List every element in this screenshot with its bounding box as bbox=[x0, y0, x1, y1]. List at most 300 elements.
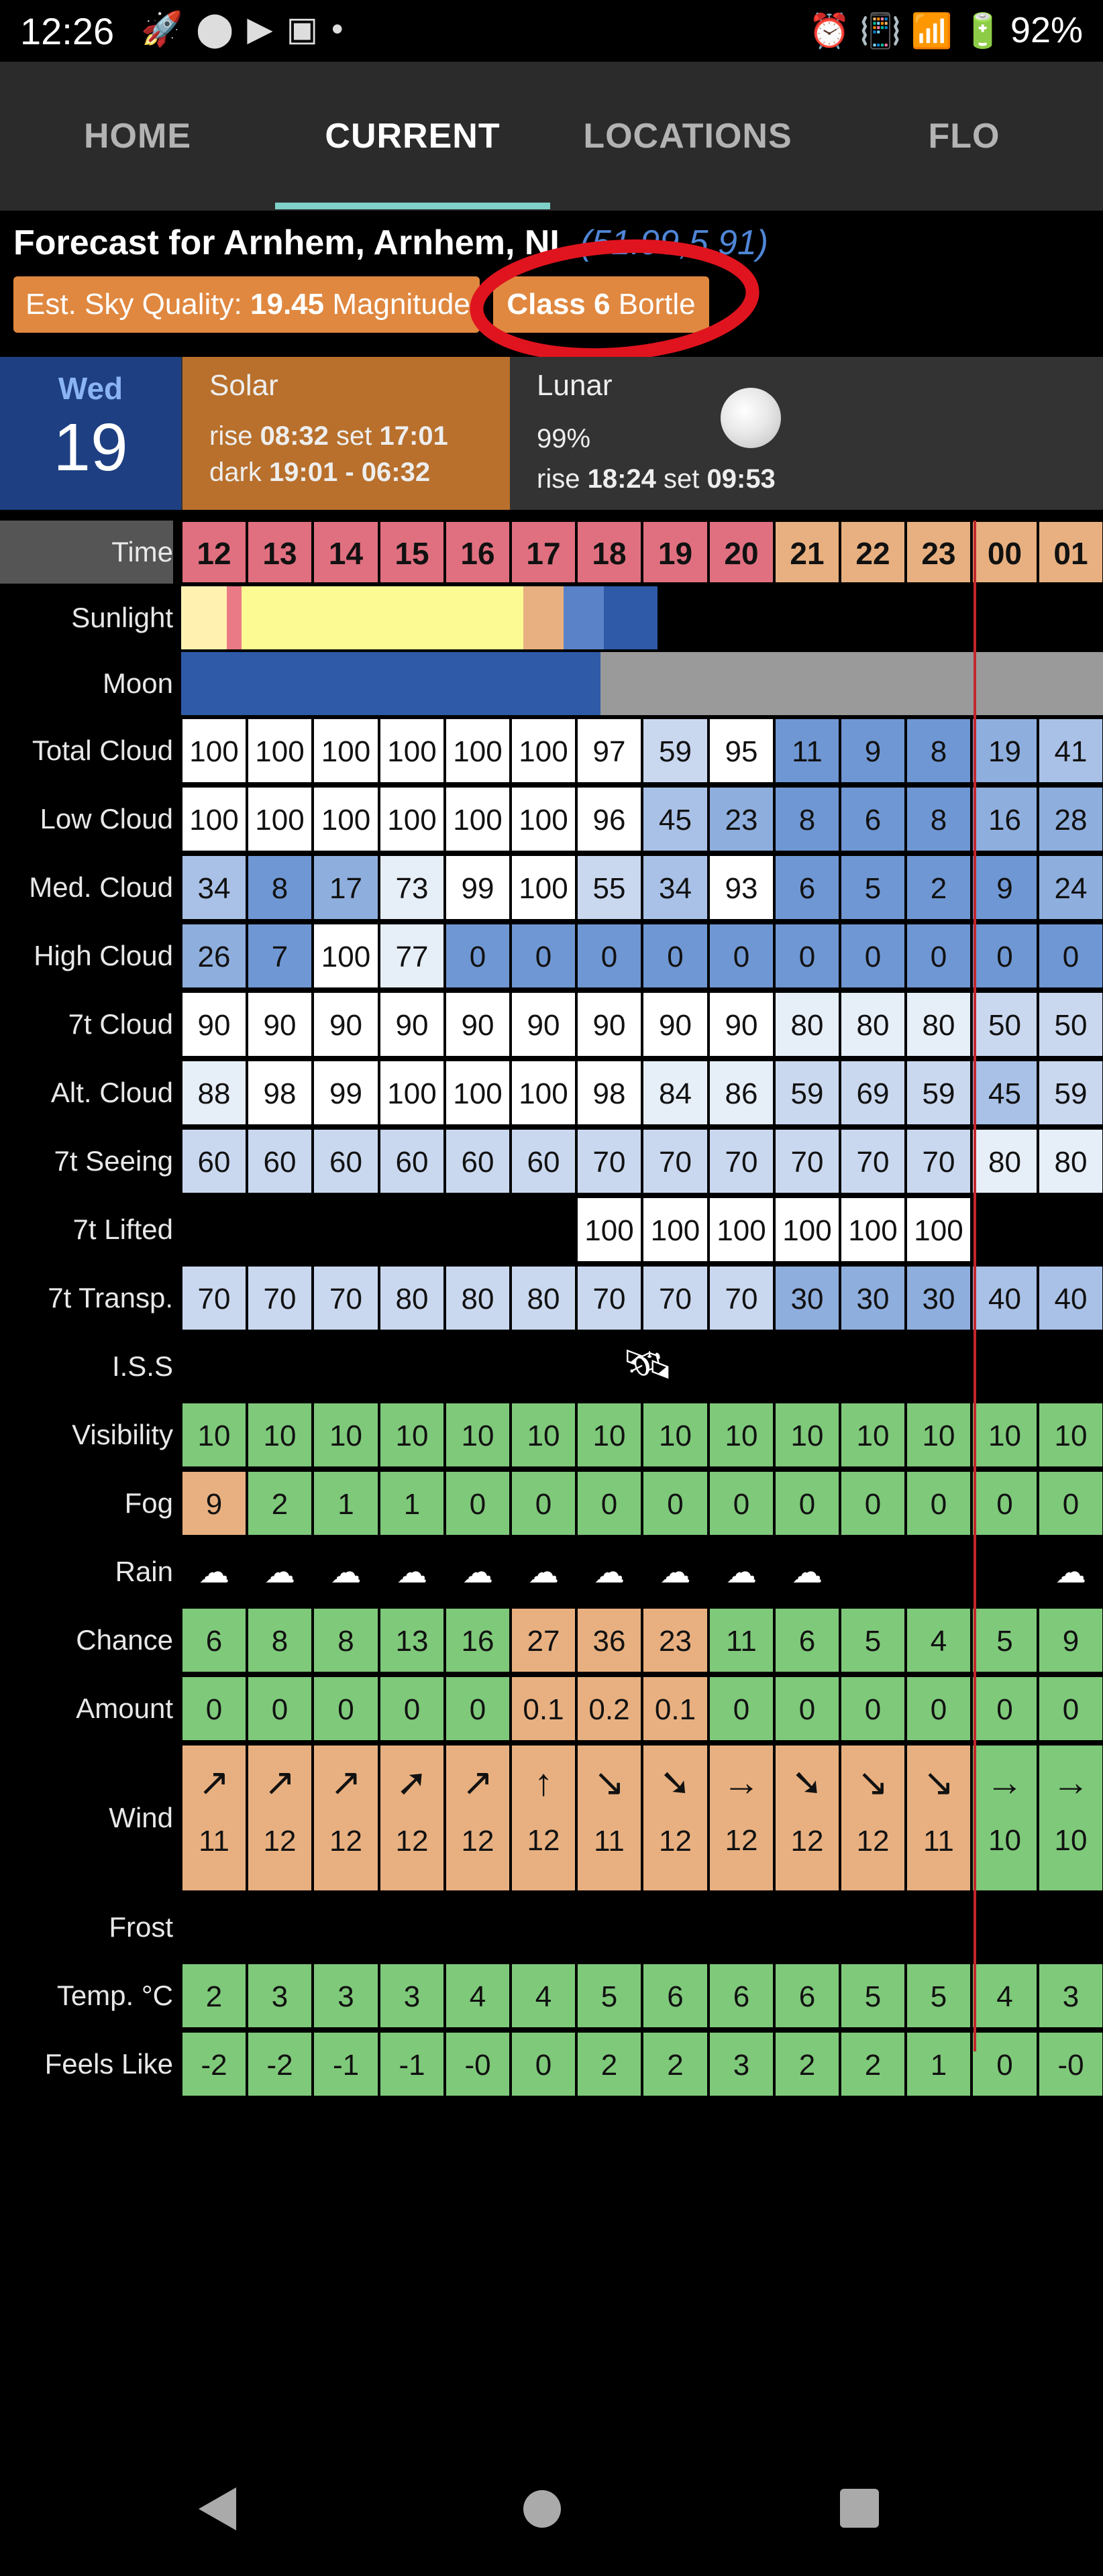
value-cell: 2 bbox=[181, 1963, 247, 2029]
wind-arrow-icon: ↘ bbox=[923, 1761, 955, 1803]
row-t7-seeing bbox=[0, 1128, 1103, 1194]
rain-cell bbox=[247, 1539, 313, 1605]
row-rain bbox=[0, 1539, 1103, 1605]
row-label: High Cloud bbox=[34, 940, 173, 971]
value-cell: 5 bbox=[840, 855, 906, 920]
value-cell: 50 bbox=[971, 991, 1038, 1057]
value-cell: 3 bbox=[247, 1963, 313, 2029]
value-cell: 2 bbox=[642, 2031, 708, 2097]
value-cell: 8 bbox=[247, 855, 313, 920]
row-label: I.S.S bbox=[111, 1350, 173, 1382]
value-cell: 84 bbox=[642, 1060, 708, 1126]
value-cell: 59 bbox=[642, 718, 708, 784]
value-cell: 86 bbox=[708, 1060, 774, 1126]
value-cell: 40 bbox=[971, 1265, 1038, 1331]
value-cell: 0 bbox=[247, 1676, 313, 1741]
day-box bbox=[0, 357, 181, 510]
row-med-cloud bbox=[0, 855, 1103, 920]
value-cell: 10 bbox=[1038, 1402, 1103, 1468]
rain-cell bbox=[642, 1539, 708, 1605]
value-cell: 0 bbox=[576, 923, 642, 989]
rain-cell bbox=[774, 1539, 840, 1605]
value-cell: 10 bbox=[971, 1402, 1038, 1468]
value-cell: 4 bbox=[906, 1607, 971, 1673]
rain-cell bbox=[840, 1539, 906, 1605]
rain-cell bbox=[708, 1539, 774, 1605]
value-cell: 69 bbox=[840, 1060, 906, 1126]
value-cell: 0 bbox=[511, 2031, 576, 2097]
value-cell: 40 bbox=[1038, 1265, 1103, 1331]
rain-cloud-icon: ☁ bbox=[660, 1554, 691, 1589]
value-cell bbox=[247, 1197, 313, 1263]
status-right bbox=[808, 9, 1083, 51]
value-cell: 0 bbox=[840, 1676, 906, 1741]
row-wind bbox=[0, 1744, 1103, 1892]
value-cell: 16 bbox=[971, 786, 1038, 852]
value-cell: 100 bbox=[576, 1197, 642, 1263]
value-cell: 0 bbox=[1038, 1676, 1103, 1741]
circle-app-icon: ⬤ bbox=[196, 10, 248, 48]
value-cell: 0.1 bbox=[511, 1676, 576, 1741]
value-cell: 5 bbox=[840, 1607, 906, 1673]
value-cell: 0 bbox=[774, 923, 840, 989]
value-cell: 34 bbox=[181, 855, 247, 920]
value-cell: 3 bbox=[379, 1963, 445, 2029]
value-cell: 93 bbox=[708, 855, 774, 920]
wind-cell bbox=[971, 1744, 1038, 1892]
value-cell: 96 bbox=[576, 786, 642, 852]
value-cell: 16 bbox=[445, 1607, 511, 1673]
rain-cell bbox=[971, 1539, 1038, 1605]
row-label: 7t Cloud bbox=[68, 1008, 173, 1040]
row-total-cloud bbox=[0, 718, 1103, 784]
value-cell: 11 bbox=[708, 1607, 774, 1673]
rain-cell bbox=[445, 1539, 511, 1605]
tab-home[interactable]: HOME bbox=[84, 117, 191, 156]
value-cell: 30 bbox=[840, 1265, 906, 1331]
value-cell: 5 bbox=[971, 1607, 1038, 1673]
value-cell: 100 bbox=[840, 1197, 906, 1263]
value-cell: 10 bbox=[313, 1402, 379, 1468]
back-icon[interactable] bbox=[199, 2487, 236, 2530]
value-cell: 59 bbox=[774, 1060, 840, 1126]
value-cell: 10 bbox=[511, 1402, 576, 1468]
bortle-badge[interactable] bbox=[493, 276, 709, 333]
wind-cell bbox=[247, 1744, 313, 1892]
value-cell: -2 bbox=[247, 2031, 313, 2097]
wind-cell bbox=[774, 1744, 840, 1892]
value-cell: 8 bbox=[906, 718, 971, 784]
row-label: Moon bbox=[102, 667, 173, 699]
wind-cell bbox=[379, 1744, 445, 1892]
wind-speed: 12 bbox=[659, 1825, 692, 1858]
rain-cloud-icon: ☁ bbox=[199, 1554, 229, 1589]
value-cell bbox=[971, 1197, 1038, 1263]
value-cell: 90 bbox=[642, 991, 708, 1057]
solar-title: Solar bbox=[209, 369, 278, 402]
row-label: Alt. Cloud bbox=[50, 1077, 173, 1108]
sunlight-segment bbox=[181, 586, 227, 649]
value-cell: 100 bbox=[511, 718, 576, 784]
tab-flo[interactable]: FLO bbox=[928, 117, 1000, 156]
value-cell: 27 bbox=[511, 1607, 576, 1673]
wind-speed: 10 bbox=[1054, 1824, 1088, 1857]
value-cell: 30 bbox=[906, 1265, 971, 1331]
tab-current[interactable]: CURRENT bbox=[325, 117, 501, 156]
value-cell: 90 bbox=[445, 991, 511, 1057]
value-cell: 70 bbox=[313, 1265, 379, 1331]
status-bar bbox=[0, 0, 1103, 62]
value-cell: 28 bbox=[1038, 786, 1103, 852]
day-number: 19 bbox=[53, 410, 128, 485]
value-cell: 100 bbox=[774, 1197, 840, 1263]
value-cell: 0 bbox=[774, 1676, 840, 1741]
value-cell: 0 bbox=[576, 1470, 642, 1536]
value-cell: 55 bbox=[576, 855, 642, 920]
value-cell: 0 bbox=[708, 923, 774, 989]
value-cell: 70 bbox=[708, 1128, 774, 1194]
value-cell: 70 bbox=[840, 1128, 906, 1194]
value-cell: 100 bbox=[379, 718, 445, 784]
wind-speed: 11 bbox=[199, 1825, 229, 1858]
hour-cell: 18 bbox=[576, 521, 642, 584]
value-cell: 6 bbox=[840, 786, 906, 852]
row-label: Temp. °C bbox=[56, 1980, 173, 2011]
row-label: Chance bbox=[76, 1624, 173, 1656]
hour-cell: 16 bbox=[445, 521, 511, 584]
value-cell: 6 bbox=[181, 1607, 247, 1673]
value-cell: 19 bbox=[971, 718, 1038, 784]
value-cell: 6 bbox=[774, 1963, 840, 2029]
info-strip bbox=[0, 357, 1103, 510]
rain-cloud-icon: ☁ bbox=[726, 1554, 757, 1589]
row-visibility bbox=[0, 1402, 1103, 1468]
value-cell: 95 bbox=[708, 718, 774, 784]
value-cell: 60 bbox=[247, 1128, 313, 1194]
value-cell: 10 bbox=[379, 1402, 445, 1468]
value-cell: 10 bbox=[642, 1402, 708, 1468]
wind-cell bbox=[511, 1744, 576, 1892]
sunlight-segment bbox=[658, 586, 1103, 649]
value-cell: 0 bbox=[642, 923, 708, 989]
wind-arrow-icon: ➘ bbox=[791, 1761, 823, 1803]
value-cell bbox=[181, 1197, 247, 1263]
wind-speed: 10 bbox=[988, 1824, 1021, 1857]
value-cell: 80 bbox=[379, 1265, 445, 1331]
value-cell: 70 bbox=[774, 1128, 840, 1194]
value-cell: 8 bbox=[774, 786, 840, 852]
row-label: Med. Cloud bbox=[29, 871, 173, 903]
value-cell: 100 bbox=[511, 786, 576, 852]
row-label: 7t Lifted bbox=[72, 1214, 173, 1245]
value-cell: 60 bbox=[511, 1128, 576, 1194]
value-cell: 0 bbox=[445, 923, 511, 989]
rain-cloud-icon: ☁ bbox=[397, 1554, 427, 1589]
value-cell: 0 bbox=[971, 2031, 1038, 2097]
value-cell: 0 bbox=[642, 1470, 708, 1536]
value-cell: 10 bbox=[774, 1402, 840, 1468]
value-cell: 70 bbox=[181, 1265, 247, 1331]
value-cell: 80 bbox=[906, 991, 971, 1057]
value-cell: 6 bbox=[642, 1963, 708, 2029]
wind-arrow-icon: → bbox=[723, 1761, 760, 1803]
rain-cloud-icon: ☁ bbox=[264, 1554, 295, 1589]
value-cell: 0 bbox=[708, 1470, 774, 1536]
value-cell: 80 bbox=[445, 1265, 511, 1331]
value-cell: 0 bbox=[445, 1676, 511, 1741]
wind-cell bbox=[642, 1744, 708, 1892]
value-cell: 70 bbox=[708, 1265, 774, 1331]
value-cell: 6 bbox=[774, 1607, 840, 1673]
value-cell: 80 bbox=[774, 991, 840, 1057]
value-cell: 90 bbox=[247, 991, 313, 1057]
value-cell: 0 bbox=[379, 1676, 445, 1741]
value-cell: 11 bbox=[774, 718, 840, 784]
value-cell: 0 bbox=[774, 1470, 840, 1536]
value-cell: 100 bbox=[181, 718, 247, 784]
value-cell: 80 bbox=[971, 1128, 1038, 1194]
value-cell: 100 bbox=[247, 786, 313, 852]
value-cell: -0 bbox=[1038, 2031, 1103, 2097]
forecast-title bbox=[13, 223, 768, 263]
value-cell: 10 bbox=[906, 1402, 971, 1468]
row-moon bbox=[0, 652, 1103, 715]
forecast-location: Forecast for Arnhem, Arnhem, NL bbox=[13, 223, 571, 262]
value-cell: 0 bbox=[971, 923, 1038, 989]
value-cell: 5 bbox=[906, 1963, 971, 2029]
row-t7-transp bbox=[0, 1265, 1103, 1331]
wind-cell bbox=[576, 1744, 642, 1892]
value-cell: 90 bbox=[313, 991, 379, 1057]
value-cell: 8 bbox=[313, 1607, 379, 1673]
value-cell: 90 bbox=[379, 991, 445, 1057]
sky-quality-label: Est. Sky Quality: bbox=[25, 288, 242, 321]
tab-locations[interactable]: LOCATIONS bbox=[583, 117, 792, 156]
wind-cell bbox=[1038, 1744, 1103, 1892]
value-cell: 1 bbox=[313, 1470, 379, 1536]
home-icon[interactable] bbox=[523, 2490, 561, 2528]
wind-arrow-icon: ↘ bbox=[593, 1761, 625, 1803]
value-cell: 99 bbox=[313, 1060, 379, 1126]
sunlight-segment bbox=[604, 586, 658, 649]
value-cell: 0 bbox=[971, 1676, 1038, 1741]
rain-cell bbox=[1038, 1539, 1103, 1605]
rain-cell bbox=[511, 1539, 576, 1605]
row-time bbox=[0, 521, 1103, 584]
wind-speed: 11 bbox=[923, 1825, 954, 1858]
value-cell: 98 bbox=[576, 1060, 642, 1126]
value-cell: 10 bbox=[708, 1402, 774, 1468]
row-label: Total Cloud bbox=[32, 735, 173, 766]
value-cell bbox=[379, 1197, 445, 1263]
rain-cell bbox=[906, 1539, 971, 1605]
battery-percent: 92% bbox=[1010, 10, 1083, 50]
wind-arrow-icon: ↗ bbox=[462, 1761, 494, 1803]
moon-segment bbox=[181, 652, 600, 715]
wifi-icon: 📶 bbox=[910, 12, 953, 50]
value-cell: 100 bbox=[445, 1060, 511, 1126]
value-cell: 60 bbox=[181, 1128, 247, 1194]
hour-cell: 19 bbox=[642, 521, 708, 584]
forecast-header bbox=[0, 211, 1103, 357]
value-cell: 60 bbox=[379, 1128, 445, 1194]
sunlight-segment bbox=[523, 586, 564, 649]
rain-cloud-icon: ☁ bbox=[594, 1554, 625, 1589]
value-cell: 0 bbox=[840, 923, 906, 989]
rain-cloud-icon: ☁ bbox=[792, 1554, 823, 1589]
value-cell: 8 bbox=[247, 1607, 313, 1673]
wind-arrow-icon: ↗ bbox=[264, 1761, 296, 1803]
value-cell: 0 bbox=[906, 1676, 971, 1741]
wind-arrow-icon: → bbox=[986, 1761, 1024, 1803]
hour-cell: 13 bbox=[247, 521, 313, 584]
value-cell: 0.1 bbox=[642, 1676, 708, 1741]
value-cell: 100 bbox=[511, 1060, 576, 1126]
value-cell: 0 bbox=[511, 923, 576, 989]
hour-cell: 22 bbox=[840, 521, 906, 584]
iss-satellite-icon: 🛰 bbox=[622, 1342, 674, 1387]
value-cell: -2 bbox=[181, 2031, 247, 2097]
row-label: Wind bbox=[109, 1802, 173, 1833]
hour-cell: 01 bbox=[1038, 521, 1103, 584]
value-cell: 70 bbox=[576, 1265, 642, 1331]
lunar-title: Lunar bbox=[537, 369, 613, 402]
wind-speed: 12 bbox=[263, 1825, 297, 1858]
value-cell: 9 bbox=[1038, 1607, 1103, 1673]
rain-cell bbox=[576, 1539, 642, 1605]
value-cell: 100 bbox=[642, 1197, 708, 1263]
value-cell bbox=[511, 1197, 576, 1263]
value-cell: 0 bbox=[511, 1470, 576, 1536]
value-cell: 10 bbox=[576, 1402, 642, 1468]
rain-cell bbox=[181, 1539, 247, 1605]
row-label: Rain bbox=[115, 1556, 173, 1587]
value-cell: 2 bbox=[774, 2031, 840, 2097]
wind-arrow-icon: → bbox=[1052, 1761, 1090, 1803]
value-cell: 0 bbox=[313, 1676, 379, 1741]
value-cell: 45 bbox=[971, 1060, 1038, 1126]
rain-cloud-icon: ☁ bbox=[330, 1554, 362, 1589]
row-chance bbox=[0, 1607, 1103, 1673]
row-label: Visibility bbox=[72, 1419, 173, 1450]
rain-cell bbox=[313, 1539, 379, 1605]
hour-cell: 15 bbox=[379, 521, 445, 584]
alarm-icon: ⏰ bbox=[808, 12, 851, 50]
value-cell: 36 bbox=[576, 1607, 642, 1673]
value-cell: 2 bbox=[576, 2031, 642, 2097]
solar-dark: dark 19:01 - 06:32 bbox=[209, 458, 431, 487]
bortle-word: Bortle bbox=[618, 288, 696, 321]
value-cell: 100 bbox=[906, 1197, 971, 1263]
value-cell: 0 bbox=[1038, 923, 1103, 989]
wind-speed: 12 bbox=[461, 1825, 494, 1858]
value-cell: 10 bbox=[840, 1402, 906, 1468]
value-cell: 77 bbox=[379, 923, 445, 989]
value-cell: 80 bbox=[1038, 1128, 1103, 1194]
wind-cell bbox=[313, 1744, 379, 1892]
lunar-panel bbox=[511, 357, 1103, 510]
sky-quality-badge[interactable] bbox=[13, 276, 480, 333]
wind-cell bbox=[906, 1744, 971, 1892]
value-cell: 6 bbox=[774, 855, 840, 920]
value-cell: 100 bbox=[313, 923, 379, 989]
wind-cell bbox=[445, 1744, 511, 1892]
sunlight-segment bbox=[242, 586, 523, 649]
value-cell: 100 bbox=[708, 1197, 774, 1263]
hour-cell: 21 bbox=[774, 521, 840, 584]
row-iss bbox=[0, 1334, 1103, 1399]
value-cell: 17 bbox=[313, 855, 379, 920]
value-cell: 59 bbox=[1038, 1060, 1103, 1126]
value-cell: 9 bbox=[181, 1470, 247, 1536]
wind-speed: 12 bbox=[527, 1824, 560, 1857]
rain-cell bbox=[379, 1539, 445, 1605]
value-cell: 0 bbox=[445, 1470, 511, 1536]
row-t7-cloud bbox=[0, 991, 1103, 1057]
value-cell: 34 bbox=[642, 855, 708, 920]
value-cell: 2 bbox=[906, 855, 971, 920]
rain-cloud-icon: ☁ bbox=[528, 1554, 559, 1589]
hour-cell: 20 bbox=[708, 521, 774, 584]
value-cell: 10 bbox=[247, 1402, 313, 1468]
row-high-cloud bbox=[0, 923, 1103, 989]
value-cell: -1 bbox=[313, 2031, 379, 2097]
value-cell: 50 bbox=[1038, 991, 1103, 1057]
row-alt-cloud bbox=[0, 1060, 1103, 1126]
moon-phase-icon bbox=[721, 388, 781, 448]
sky-quality-value: 19.45 bbox=[250, 288, 325, 321]
day-name: Wed bbox=[58, 371, 123, 406]
value-cell: 70 bbox=[247, 1265, 313, 1331]
solar-panel bbox=[182, 357, 510, 510]
value-cell: 9 bbox=[840, 718, 906, 784]
value-cell: 70 bbox=[642, 1128, 708, 1194]
value-cell: 0 bbox=[708, 1676, 774, 1741]
value-cell: 6 bbox=[708, 1963, 774, 2029]
notification-icons bbox=[141, 9, 356, 49]
value-cell: 73 bbox=[379, 855, 445, 920]
row-label: Frost bbox=[109, 1911, 173, 1943]
value-cell bbox=[1038, 1197, 1103, 1263]
app-icon: ▣ bbox=[286, 10, 331, 48]
value-cell: 100 bbox=[313, 718, 379, 784]
youtube-icon: ▶ bbox=[247, 10, 286, 48]
value-cell: 5 bbox=[840, 1963, 906, 2029]
dot-icon: • bbox=[331, 10, 357, 48]
value-cell: 45 bbox=[642, 786, 708, 852]
value-cell: 23 bbox=[642, 1607, 708, 1673]
forecast-coords[interactable]: (51.99,5.91) bbox=[580, 223, 769, 262]
sky-quality-unit: Magnitude bbox=[332, 288, 470, 321]
wind-speed: 12 bbox=[856, 1825, 890, 1858]
value-cell: 8 bbox=[906, 786, 971, 852]
value-cell: 100 bbox=[181, 786, 247, 852]
hour-cell: 17 bbox=[511, 521, 576, 584]
lunar-illumination: 99% bbox=[537, 424, 591, 453]
wind-cell bbox=[840, 1744, 906, 1892]
value-cell: 30 bbox=[774, 1265, 840, 1331]
value-cell: -0 bbox=[445, 2031, 511, 2097]
value-cell: 0.2 bbox=[576, 1676, 642, 1741]
recents-icon[interactable] bbox=[840, 2489, 879, 2528]
value-cell: 70 bbox=[642, 1265, 708, 1331]
wind-arrow-icon: ↗ bbox=[198, 1761, 230, 1803]
lunar-rise-set: rise 18:24 set 09:53 bbox=[537, 464, 776, 494]
value-cell: 97 bbox=[576, 718, 642, 784]
row-amount bbox=[0, 1676, 1103, 1741]
midnight-line bbox=[974, 521, 976, 2051]
value-cell: 0 bbox=[1038, 1470, 1103, 1536]
